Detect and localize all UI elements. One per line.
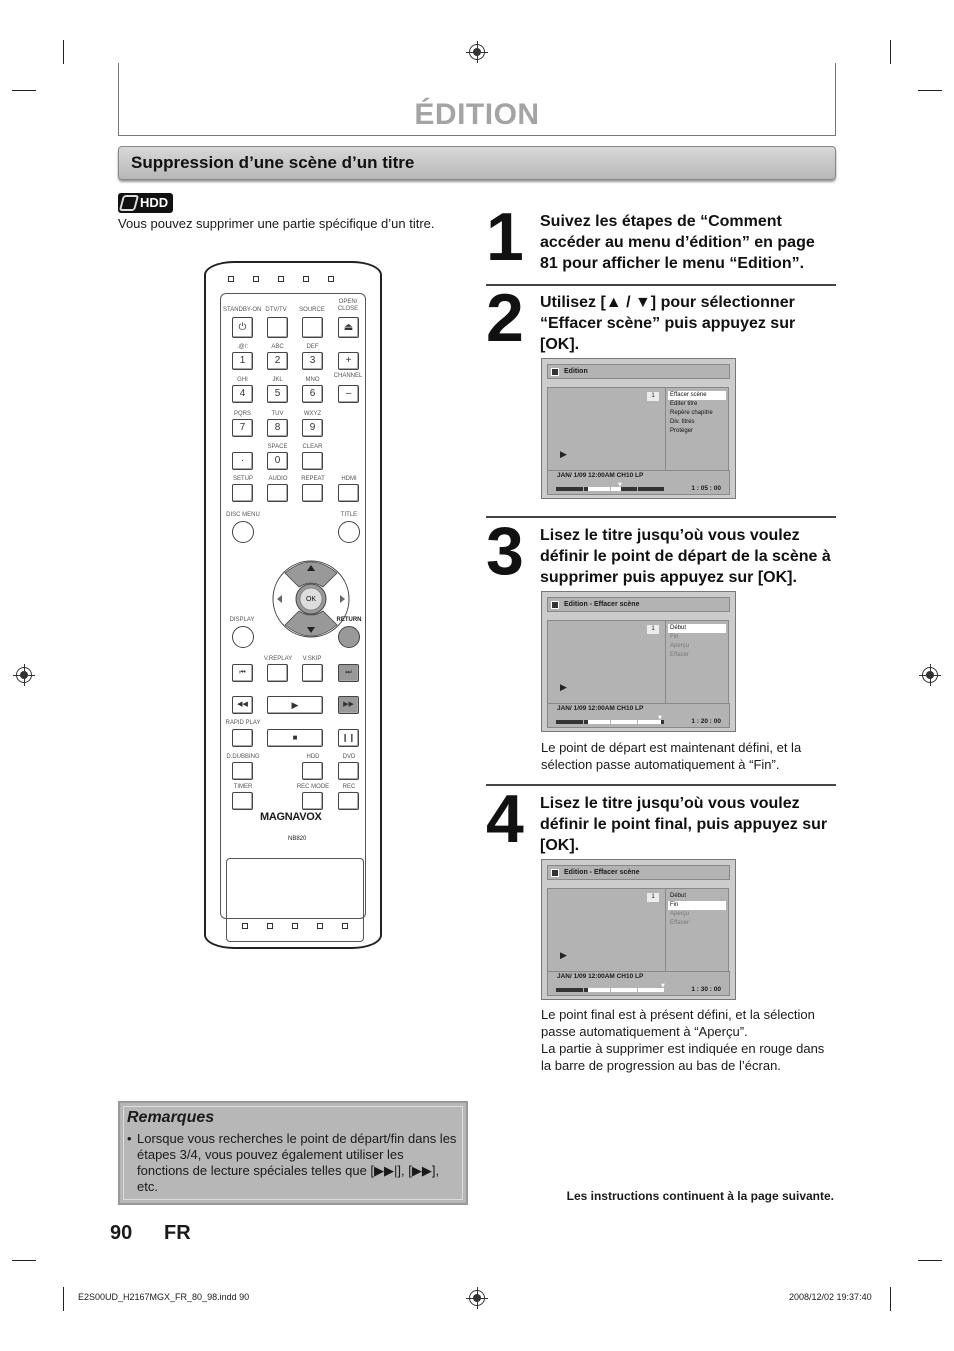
step-4-note-b: La partie à supprimer est indiquée en rouge dans la barre de progression au bas de l’écran. [541,1041,825,1073]
menu-item-fin[interactable]: Fin [670,634,679,640]
standby-button[interactable]: ⏻ [232,317,253,338]
menu-item-effacer[interactable]: Effacer [670,652,689,658]
audio-button[interactable] [267,484,288,502]
osd-video-area [547,888,666,972]
osd-title-bar [547,865,730,880]
intro-text: Vous pouvez supprimer une partie spécifique d’un titre. [118,216,435,231]
remote-model: NB820 [288,836,307,842]
fast-forward-button[interactable]: ▶▶ [338,696,359,714]
hdd-button-label: HDD [306,754,320,760]
menu-item-repere-chapitre[interactable]: Repère chapitre [670,410,713,416]
crop-mark [12,1260,36,1261]
hdd-button[interactable] [302,762,323,780]
channel-label: CHANNEL [333,373,363,379]
menu-item-apercu[interactable]: Aperçu [670,643,690,649]
led-icon [328,276,334,282]
recording-info: JAN/ 1/09 12:00AM CH10 LP [557,472,644,479]
registration-mark-icon [469,44,485,60]
space-label: SPACE [267,444,288,450]
edit-icon [551,368,559,376]
dvd-label: DVD [342,754,356,760]
wxyz-label: WXYZ [303,411,322,417]
clear-label: CLEAR [302,444,323,450]
led-icon [253,276,259,282]
osd-title: Edition - Effacer scène [564,601,640,608]
bullet: • [127,1131,132,1146]
osd-screen-effacer-fin [541,859,736,1000]
def-label: DEF [306,344,319,350]
led-icon [267,923,273,929]
step-divider [486,784,836,786]
registration-mark-icon [922,667,938,683]
progress-bar [556,983,665,992]
page-number: 90 [110,1222,133,1244]
hdmi-button[interactable] [338,484,359,502]
page-title: ÉDITION [414,98,540,131]
led-icon [317,923,323,929]
menu-item-editer-titre[interactable]: Editer titre [670,401,698,407]
rec-button[interactable] [338,792,359,810]
digit-0-button[interactable]: 0 [267,452,288,470]
led-icon [292,923,298,929]
edit-icon [551,601,559,609]
crop-mark [63,1287,64,1311]
crop-mark [12,90,36,91]
menu-item-effacer[interactable]: Effacer [670,920,689,926]
edit-icon [551,869,559,877]
stop-button[interactable]: ■ [267,729,323,747]
osd-title: Edition [564,368,588,375]
crop-mark [918,90,942,91]
ddubbing-button[interactable] [232,762,253,780]
digit-9-button[interactable]: 9 [302,419,323,437]
digit-6-button[interactable]: 6 [302,385,323,403]
play-icon: ▶ [560,951,567,961]
setup-button[interactable] [232,484,253,502]
hdmi-label: HDMI [341,476,357,482]
title-number: 1 [647,625,659,634]
remote-control [204,261,382,949]
step-4-note-a: Le point final est à présent défini, et la sélection passe automatiquement à “Aperçu”. [541,1007,815,1039]
title-number: 1 [647,893,659,902]
source-label: SOURCE [299,307,325,313]
digit-1-button[interactable]: 1 [232,352,253,370]
symbols-label: .@/: [236,344,249,350]
osd-menu [666,620,729,704]
position-marker-icon: ▼ [661,983,665,989]
rapid-play-button[interactable] [232,729,253,747]
led-icon [303,276,309,282]
step-divider [486,284,836,286]
menu-item-div-titres[interactable]: Div. titres [670,419,695,425]
remarks-box [118,1101,468,1205]
rec-label: REC [342,784,356,790]
position-marker-icon: ▼ [618,482,622,488]
hdd-disc-icon [119,195,139,211]
rewind-button[interactable]: ◀◀ [232,696,253,714]
clear-button[interactable] [302,452,323,470]
led-icon [278,276,284,282]
progress-fill [588,487,621,491]
osd-status-bar [547,971,730,996]
return-label: RETURN [336,617,362,623]
recording-info: JAN/ 1/09 12:00AM CH10 LP [557,973,644,980]
remarks-item [127,1131,457,1195]
osd-title: Edition - Effacer scène [564,869,640,876]
tuv-label: TUV [271,411,284,417]
section-header [118,146,836,180]
step-text: Suivez les étapes de “Comment accéder au menu d’édition” en page 81 pour afficher le menu “Edition”. [540,213,815,272]
play-icon: ▶ [560,683,567,693]
digit-3-button[interactable]: 3 [302,352,323,370]
rec-mode-button[interactable] [302,792,323,810]
title-number: 1 [647,392,659,401]
osd-menu [666,387,729,471]
osd-screen-edition [541,358,736,499]
step-text: Lisez le titre jusqu’où vous voulez définir le point final, puis appuyez sur [OK]. [540,795,828,854]
recording-info: JAN/ 1/09 12:00AM CH10 LP [557,705,644,712]
progress-bar [556,482,664,491]
remote-button-panel [220,293,366,919]
step-number: 4 [486,781,524,857]
open-close-button[interactable]: ⏏ [338,317,359,338]
osd-video-area [547,387,666,471]
step-number: 2 [486,280,524,356]
led-icon [242,923,248,929]
crop-mark [890,1287,891,1311]
led-icon [228,276,234,282]
rec-mode-label: REC MODE [296,784,330,790]
mno-label: MNO [305,377,320,383]
jkl-label: JKL [272,377,283,383]
ddubbing-label: D.DUBBING [226,754,260,760]
vskip-label: V.SKIP [302,656,322,662]
digit-2-button[interactable]: 2 [267,352,288,370]
return-button[interactable] [338,626,360,648]
crop-mark [63,40,64,64]
osd-screen-effacer-debut [541,591,736,732]
osd-title-bar [547,364,730,379]
progress-fill [588,988,664,992]
hdd-label: HDD [140,195,169,210]
osd-menu [666,888,729,972]
pqrs-label: PQRS [233,411,251,417]
play-icon: ▶ [560,450,567,460]
led-icon [342,923,348,929]
registration-mark-icon [469,1290,485,1306]
osd-video-area [547,620,666,704]
step-number: 3 [486,513,524,589]
digit-7-button[interactable]: 7 [232,419,253,437]
time-counter: 1 : 05 : 00 [691,485,721,492]
repeat-button[interactable] [302,484,323,502]
standby-label: STANDBY-ON [223,307,262,313]
progress-bar [556,715,664,724]
remarks-title: Remarques [127,1109,215,1126]
digit-8-button[interactable]: 8 [267,419,288,437]
registration-mark-icon [16,667,32,683]
vreplay-label: V.REPLAY [263,656,293,662]
channel-up-button[interactable]: + [338,352,359,370]
position-marker-icon: ▼ [658,715,662,721]
footer-filename: E2S00UD_H2167MGX_FR_80_98.indd 90 [78,1292,250,1302]
ok-label: OK [305,596,317,603]
skip-back-button[interactable]: ⏮ [232,664,253,682]
timer-button[interactable] [232,792,253,810]
continue-note: Les instructions continuent à la page suivante. [566,1189,834,1203]
step-number: 1 [486,199,524,275]
osd-status-bar [547,703,730,728]
step-3-note: Le point de départ est maintenant défini, et la sélection passe automatiquement à “Fin”. [541,740,802,772]
audio-label: AUDIO [268,476,288,482]
abc-label: ABC [271,344,284,350]
menu-item-debut[interactable]: Début [668,624,726,633]
setup-label: SETUP [232,476,253,482]
remote-brand-logo: MAGNAVOX [260,811,322,823]
disc-menu-label: DISC MENU [226,512,260,518]
language-code: FR [164,1222,191,1244]
vreplay-button[interactable] [267,664,288,682]
crop-mark [918,1260,942,1261]
dot-button[interactable]: · [232,452,253,470]
menu-item-effacer-scene[interactable]: Effacer scène [668,391,726,400]
repeat-label: REPEAT [301,476,325,482]
digit-4-button[interactable]: 4 [232,385,253,403]
rapid-play-label: RAPID PLAY [225,720,261,726]
open-close-label: OPEN/ CLOSE [337,299,359,312]
time-counter: 1 : 30 : 00 [691,986,721,993]
step-divider [486,516,836,518]
display-label: DISPLAY [229,617,255,623]
menu-item-fin[interactable]: Fin [668,901,726,910]
display-button[interactable] [232,626,254,648]
menu-item-apercu[interactable]: Aperçu [670,911,690,917]
remarks-text: Lorsque vous recherches le point de départ/fin dans les étapes 3/4, vous pouvez également utiliser les fonctions de lecture spéciales telles que [▶▶|], [▶▶], etc. [137,1131,457,1194]
remote-bottom-panel [226,858,364,942]
title-label: TITLE [340,512,358,518]
osd-title-bar [547,597,730,612]
menu-item-proteger[interactable]: Protéger [670,428,694,434]
hdd-badge [118,193,173,213]
dtvtv-button[interactable] [267,317,288,338]
dtvtv-label: DTV/TV [265,307,287,313]
source-button[interactable] [302,317,323,338]
disc-menu-button[interactable] [232,521,254,543]
timer-label: TIMER [233,784,253,790]
osd-status-bar [547,470,730,495]
dvd-button[interactable] [338,762,359,780]
section-title: Suppression d’une scène d’un titre [131,153,415,172]
play-button[interactable]: ▶ [267,696,323,714]
crop-mark [890,40,891,64]
footer-date: 2008/12/02 19:37:40 [789,1292,872,1302]
skip-forward-button[interactable]: ⏭ [338,664,359,682]
digit-5-button[interactable]: 5 [267,385,288,403]
time-counter: 1 : 20 : 00 [691,718,721,725]
menu-item-debut[interactable]: Début [670,893,687,899]
title-button[interactable] [338,521,360,543]
channel-down-button[interactable]: – [338,385,359,403]
progress-fill [588,720,661,724]
pause-button[interactable]: ❙❙ [338,729,359,747]
step-text: Utilisez [▲ / ▼] pour sélectionner “Effacer scène” puis appuyez sur [OK]. [540,294,796,353]
ghi-label: GHI [237,377,248,383]
vskip-button[interactable] [302,664,323,682]
step-text: Lisez le titre jusqu’où vous voulez définir le point de départ de la scène à supprimer puis appuyez sur [OK]. [540,527,831,586]
